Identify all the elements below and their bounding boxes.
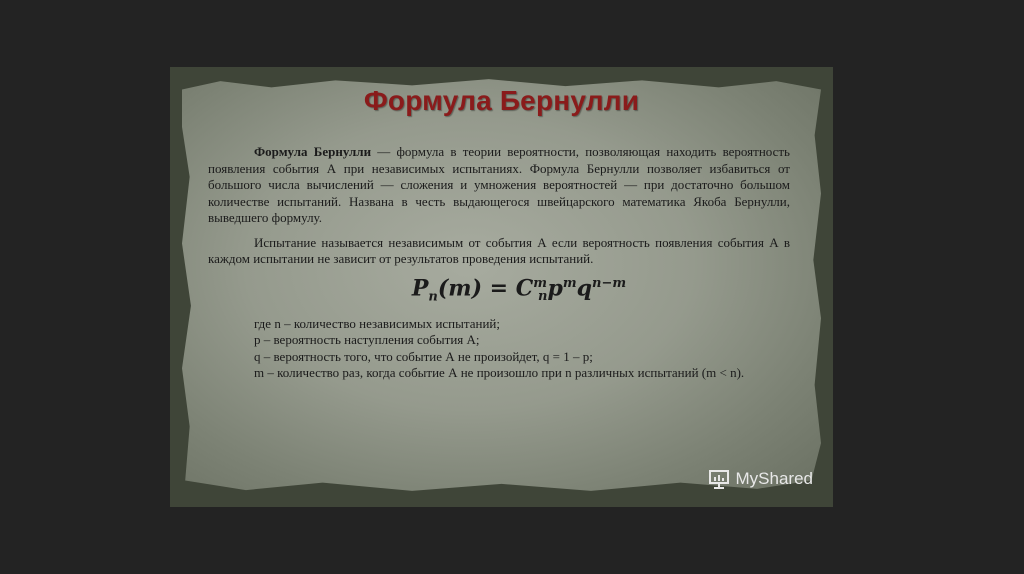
- slide-content: [208, 144, 790, 382]
- definition-m: m – количество раз, когда событие А не произошло при n различных испытаний (m < n).: [254, 365, 745, 381]
- presentation-board-icon: [708, 469, 730, 489]
- watermark-text: MyShared: [735, 469, 813, 488]
- formula-q-sup: n−m: [592, 275, 627, 291]
- definitions-list: [208, 316, 790, 382]
- formula-q-term: q: [576, 274, 592, 301]
- bernoulli-formula: [248, 276, 790, 306]
- formula-p-sup: m: [562, 275, 577, 291]
- bold-term: Формула Бернулли: [254, 144, 372, 159]
- formula-p-term: p: [547, 274, 563, 301]
- slide-title: Формула Бернулли: [363, 85, 640, 116]
- formula-c-sup: m: [533, 275, 547, 291]
- definition-text: — формула в теории вероятности, позволяющая находить вероятность появления события А при независимых испытаниях. Формула Бернулли позволяет избавиться от большого числа вычислений — сложения и умножения вероятностей — при достаточно большом количестве испытаний. Названа в честь выдающегося швейцарского математика Якоба Бернулли, выведшего формулу.: [208, 144, 790, 225]
- formula-p-sub: n: [428, 289, 438, 305]
- slide: [170, 67, 833, 507]
- formula-p: P: [411, 274, 429, 301]
- paragraph-definition: [208, 144, 790, 227]
- definition-n: где n – количество независимых испытаний;: [254, 315, 500, 331]
- paragraph-independence: Испытание называется независимым от события А если вероятность появления события А в каждом испытании не зависит от результатов проведения испытаний.: [208, 234, 790, 266]
- definition-p: p – вероятность наступления события А;: [254, 332, 480, 348]
- formula-c-sub: n: [538, 289, 548, 305]
- watermark-logo: [708, 469, 813, 489]
- formula-mid: (m) = C: [437, 274, 534, 301]
- definition-q: q – вероятность того, что событие А не произойдет, q = 1 – p;: [254, 348, 593, 364]
